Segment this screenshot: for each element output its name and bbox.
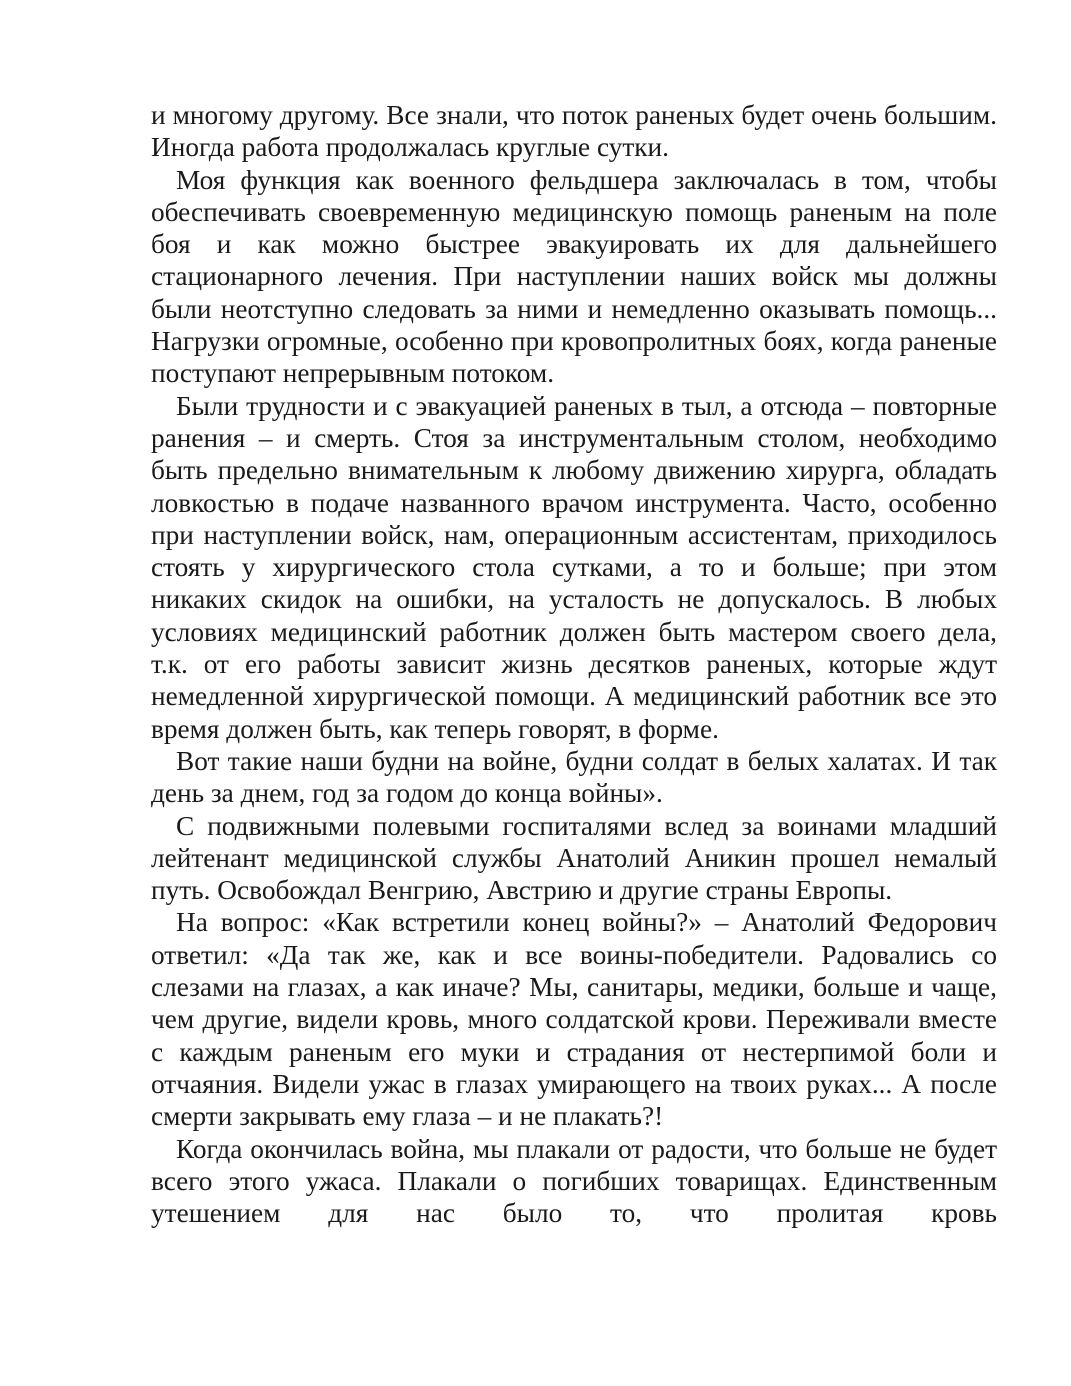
paragraph-4: Вот такие наши будни на войне, будни солдат в белых халатах. И так день за днем, год за годом до конца войны». <box>151 745 997 809</box>
paragraph-6: На вопрос: «Как встретили конец войны?» – Анатолий Федорович ответил: «Да так же, как и все воины-победители. Радовались со слезами на глазах, а как иначе? Мы, санитары, медики, больше и чаще, чем другие, видели кровь, много солдатской крови. Переживали вместе с каждым раненым его муки и страдания от нестерпимой боли и отчаяния. Видели ужас в глазах умирающего на твоих руках... А после смерти закрывать ему глаза – и не плакать?! <box>151 907 997 1132</box>
paragraph-1: и многому другому. Все знали, что поток раненых будет очень большим. Иногда работа продолжалась круглые сутки. <box>151 100 997 163</box>
page-text <box>151 99 997 1229</box>
paragraph-3: Были трудности и с эвакуацией раненых в тыл, а отсюда – повторные ранения – и смерть. Стоя за инструментальным столом, необходимо быть предельно внимательным к любому движению хирурга, обладать ловкостью в подаче названного врачом инструмента. Часто, особенно при наступлении войск, нам, операционным ассистентам, приходилось стоять у хирургического стола сутками, а то и больше; при этом никаких скидок на ошибки, на усталость не допускалось. В любых условиях медицинский работник должен быть мастером своего дела, т.к. от его работы зависит жизнь десятков раненых, которые ждут немедленной хирургической помощи. А медицинский работник все это время должен быть, как теперь говорят, в форме. <box>151 390 997 744</box>
paragraph-2: Моя функция как военного фельдшера заключалась в том, чтобы обеспечивать своевременную медицинскую помощь раненым на поле боя и как можно быстрее эвакуировать их для дальнейшего стационарного лечения. При наступлении наших войск мы должны были неотступно следовать за ними и немедленно оказывать помощь... Нагрузки огромные, особенно при кровопролитных боях, когда раненые поступают непрерывным потоком. <box>151 164 997 389</box>
paragraph-5: С подвижными полевыми госпиталями вслед за воинами младший лейтенант медицинской службы Анатолий Аникин прошел немалый путь. Освобождал Венгрию, Австрию и другие страны Европы. <box>151 810 997 906</box>
paragraph-7: Когда окончилась война, мы плакали от радости, что больше не будет всего этого ужаса. Плакали о погибших товарищах. Единственным утешением для нас было то, что пролитая кровь <box>151 1133 997 1229</box>
